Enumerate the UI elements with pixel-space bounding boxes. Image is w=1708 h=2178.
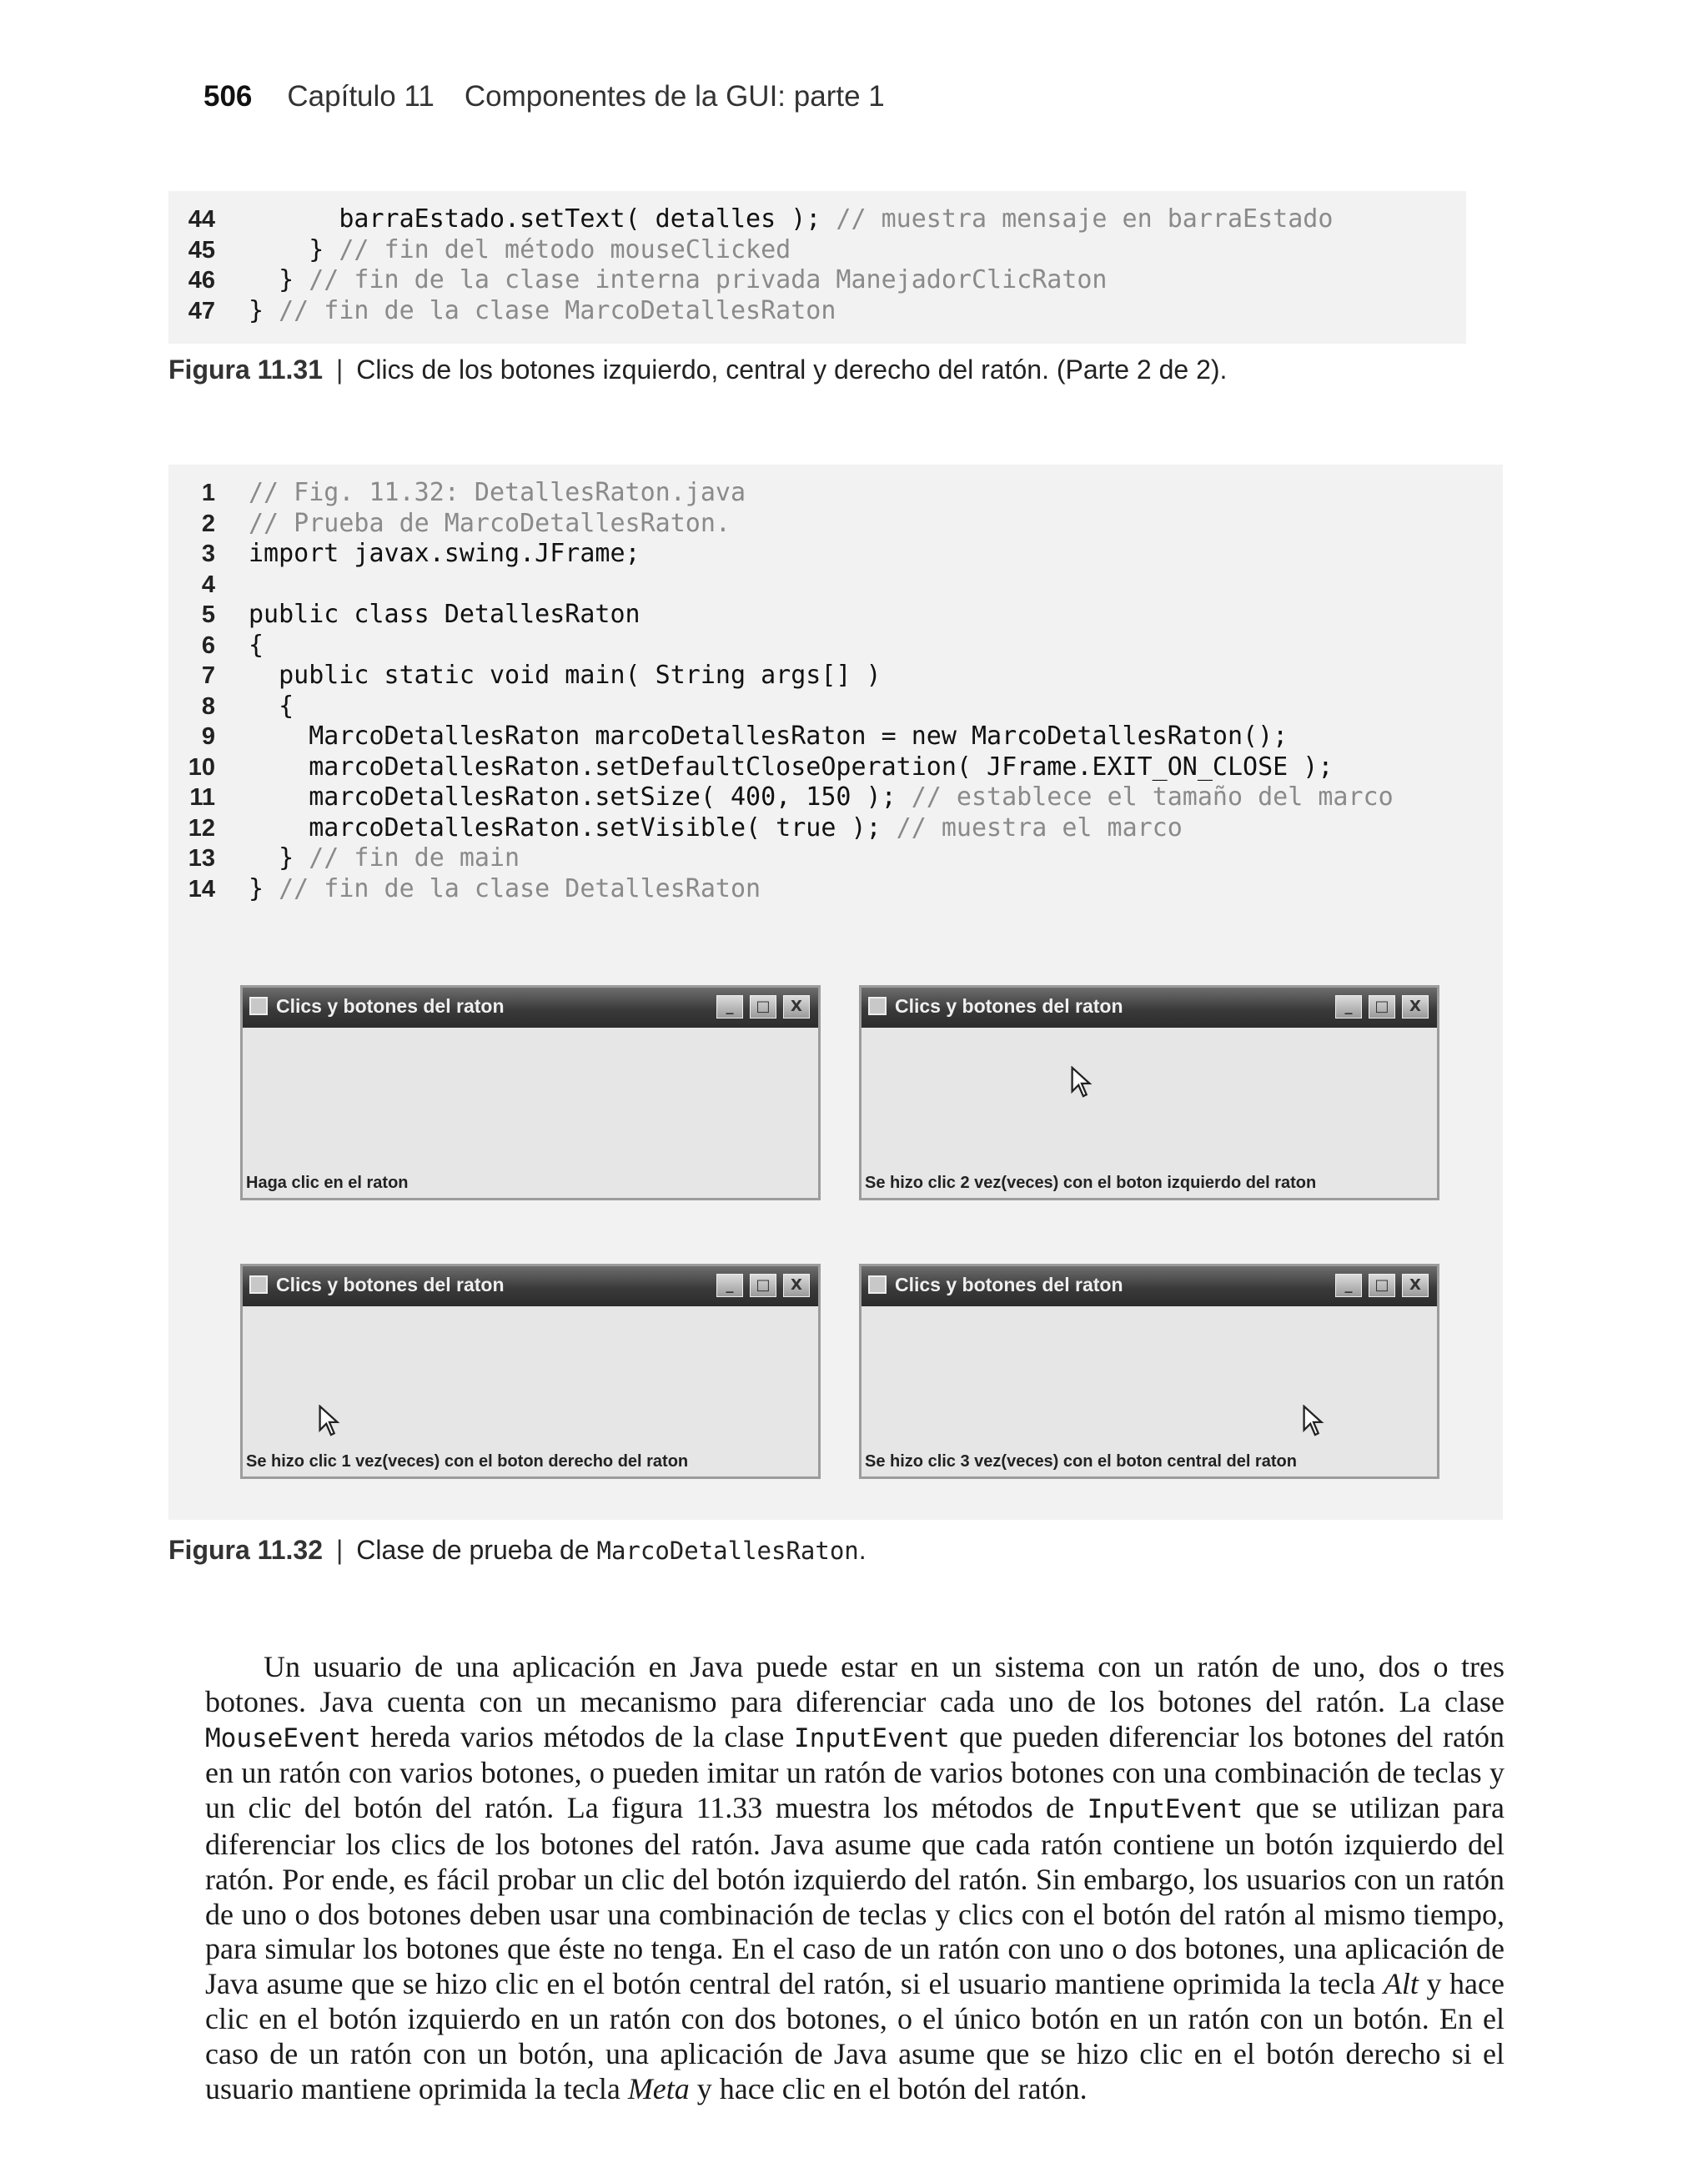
code-term: MouseEvent — [205, 1723, 361, 1753]
code-statement: { — [279, 691, 294, 721]
line-number: 13 — [188, 845, 215, 872]
code-line — [168, 691, 294, 722]
maximize-button[interactable]: □ — [750, 995, 776, 1019]
line-number: 44 — [188, 206, 215, 233]
code-comment: // establece el tamaño del marco — [911, 782, 1394, 812]
code-text — [249, 509, 731, 539]
minimize-button[interactable]: _ — [1335, 995, 1362, 1019]
mouse-cursor-icon — [1070, 1066, 1093, 1098]
body-paragraph — [205, 1650, 1505, 2106]
key-name: Meta — [627, 2071, 690, 2105]
minimize-button[interactable]: _ — [716, 995, 743, 1019]
code-comment: // fin de la clase interna privada ManejadorClicRaton — [309, 265, 1108, 294]
status-bar-label: Se hizo clic 3 vez(veces) con el boton central del raton — [865, 1452, 1297, 1471]
caption-separator: | — [335, 1535, 344, 1565]
code-line — [168, 843, 520, 873]
caption-code: MarcoDetallesRaton — [596, 1537, 859, 1565]
code-line — [168, 630, 264, 661]
code-comment: // Prueba de MarcoDetallesRaton. — [249, 508, 731, 538]
app-window-2 — [859, 985, 1439, 1200]
code-text — [279, 265, 1107, 295]
code-text — [309, 722, 1288, 752]
window-titlebar[interactable] — [243, 1266, 818, 1306]
code-listing-part-2 — [168, 191, 1466, 344]
code-line — [168, 873, 761, 904]
code-text — [249, 296, 836, 326]
code-comment: // fin de la clase DetallesRaton — [279, 873, 761, 903]
code-text — [249, 874, 761, 904]
text-run: que se utilizan para diferenciar los clics de los botones del ratón. Java asume que cada ratón contiene un botón izquierdo del ratón. Por ende, es fácil probar un clic del botón izquierdo del ratón. Sin embargo, los usuarios con un ratón de uno o dos botones deben usar una combinación de teclas y clics con el botón del ratón al mismo tiempo, para simular los botones que éste no tenga. En el caso de un ratón con uno o dos botones, una aplicación de Java asume que se hizo clic en el botón central del ratón, si el usuario mantiene oprimida la tecla — [205, 1791, 1505, 2001]
code-statement: public static void main( String args[] ) — [279, 661, 882, 690]
code-text — [249, 539, 640, 569]
window-title: Clics y botones del raton — [895, 995, 1123, 1017]
text-run: y hace clic en el botón del ratón. — [689, 2071, 1088, 2105]
java-app-icon — [868, 1275, 887, 1294]
figure-caption-11-32 — [168, 1535, 867, 1566]
code-line — [168, 508, 731, 539]
line-number: 47 — [188, 297, 215, 324]
code-line — [168, 661, 882, 691]
code-listing-detallesraton — [168, 465, 1503, 1520]
line-number: 4 — [201, 571, 215, 598]
code-line — [168, 600, 640, 630]
code-text — [249, 600, 640, 630]
line-number: 14 — [188, 875, 215, 903]
code-line — [168, 570, 215, 600]
code-comment: // fin de la clase MarcoDetallesRaton — [279, 295, 836, 325]
status-bar-label: Haga clic en el raton — [246, 1174, 409, 1192]
paragraph — [205, 1650, 1505, 2106]
mouse-cursor-icon — [1302, 1405, 1325, 1436]
window-title: Clics y botones del raton — [276, 1274, 505, 1295]
maximize-button[interactable]: □ — [750, 1274, 776, 1297]
minimize-button[interactable]: _ — [1335, 1274, 1362, 1297]
code-comment: // fin de main — [309, 843, 520, 873]
key-name: Alt — [1383, 1967, 1419, 2001]
chapter-label: Capítulo 11 — [287, 80, 435, 113]
code-line — [168, 234, 791, 265]
line-number: 1 — [201, 480, 215, 506]
line-number: 12 — [188, 814, 215, 842]
code-statement: } — [309, 234, 339, 264]
code-text — [339, 204, 1333, 234]
window-title: Clics y botones del raton — [276, 995, 505, 1017]
status-bar-label: Se hizo clic 2 vez(veces) con el boton izquierdo del raton — [865, 1174, 1317, 1192]
code-text — [309, 752, 1333, 782]
code-line — [168, 478, 746, 508]
close-button[interactable]: X — [1402, 1274, 1429, 1297]
caption-label: Figura 11.32 — [168, 1535, 323, 1565]
code-line — [168, 722, 1289, 752]
code-term: InputEvent — [1087, 1794, 1243, 1825]
code-text — [249, 631, 264, 661]
chapter-title: Componentes de la GUI: parte 1 — [464, 80, 885, 113]
code-text — [309, 813, 1183, 843]
code-statement: } — [279, 843, 309, 873]
minimize-button[interactable]: _ — [716, 1274, 743, 1297]
java-app-icon — [249, 997, 268, 1015]
code-statement: marcoDetallesRaton.setVisible( true ); — [309, 812, 897, 843]
line-number: 2 — [201, 510, 215, 537]
line-number: 3 — [201, 541, 215, 567]
code-line — [168, 539, 640, 569]
code-statement: MarcoDetallesRaton marcoDetallesRaton = new MarcoDetallesRaton(); — [309, 722, 1289, 751]
line-number: 6 — [201, 631, 215, 659]
running-head — [203, 80, 885, 113]
code-statement: barraEstado.setText( detalles ); — [339, 204, 836, 234]
code-term: InputEvent — [794, 1723, 950, 1753]
figure-caption-11-31 — [168, 355, 1227, 385]
caption-end: . — [858, 1535, 867, 1565]
close-button[interactable]: X — [783, 995, 810, 1019]
page-number: 506 — [203, 80, 253, 113]
line-number: 7 — [201, 662, 215, 689]
code-line — [168, 295, 836, 326]
code-text — [279, 843, 520, 873]
window-titlebar[interactable] — [862, 1266, 1437, 1306]
text-run: y hace clic en el botón izquierdo en un ratón con dos botones, o el único botón en un ratón con un botón. En el caso de un ratón con un botón, una aplicación de Java asume que se hizo clic en el botón derecho si el usuario mantiene oprimida la tecla — [205, 1967, 1505, 2105]
line-number: 9 — [201, 723, 215, 750]
close-button[interactable]: X — [783, 1274, 810, 1297]
code-statement: marcoDetallesRaton.setSize( 400, 150 ); — [309, 782, 912, 812]
code-text — [309, 782, 1393, 812]
code-line — [168, 204, 1334, 234]
code-statement: } — [249, 295, 279, 325]
code-text — [279, 661, 881, 691]
maximize-button[interactable]: □ — [1369, 1274, 1395, 1297]
line-number: 46 — [188, 267, 215, 294]
code-comment: // Fig. 11.32: DetallesRaton.java — [249, 478, 746, 507]
text-run: que pueden diferenciar los botones del ratón en un ratón con varios botones, o pueden imitar un ratón de varios botones con una combinación de teclas y un clic del botón del ratón. La figura 11.33 muestra los métodos de — [205, 1719, 1505, 1825]
line-number: 45 — [188, 236, 215, 264]
java-app-icon — [868, 997, 887, 1015]
caption-text: Clase de prueba de — [356, 1535, 597, 1565]
window-titlebar[interactable] — [862, 988, 1437, 1028]
window-titlebar[interactable] — [243, 988, 818, 1028]
app-window-4 — [859, 1264, 1439, 1479]
code-line — [168, 752, 1334, 782]
text-run: Un usuario de una aplicación en Java puede estar en un sistema con un ratón de uno, dos o tres botones. Java cuenta con un mecanismo para diferenciar cada uno de los botones del ratón. La clase — [205, 1650, 1505, 1718]
java-app-icon — [249, 1275, 268, 1294]
code-statement: } — [279, 265, 309, 294]
app-window-1 — [240, 985, 821, 1200]
caption-label: Figura 11.31 — [168, 355, 323, 385]
close-button[interactable]: X — [1402, 995, 1429, 1019]
code-line — [168, 265, 1108, 295]
code-statement: marcoDetallesRaton.setDefaultCloseOperation( JFrame.EXIT_ON_CLOSE ); — [309, 752, 1334, 782]
code-text — [249, 478, 746, 508]
code-statement: public class DetallesRaton — [249, 600, 640, 629]
line-number: 11 — [189, 784, 215, 811]
maximize-button[interactable]: □ — [1369, 995, 1395, 1019]
caption-text: Clics de los botones izquierdo, central y derecho del ratón. (Parte 2 de 2). — [356, 355, 1228, 385]
code-statement: import javax.swing.JFrame; — [249, 539, 640, 568]
app-window-3 — [240, 1264, 821, 1479]
mouse-cursor-icon — [318, 1405, 341, 1436]
code-statement: } — [249, 873, 279, 903]
code-text — [279, 692, 294, 722]
code-text — [309, 235, 791, 265]
code-line — [168, 782, 1394, 812]
code-statement: { — [249, 630, 264, 660]
text-run: hereda varios métodos de la clase — [360, 1719, 795, 1753]
caption-separator: | — [335, 355, 344, 385]
code-line — [168, 812, 1183, 843]
line-number: 5 — [201, 601, 215, 628]
line-number: 10 — [188, 753, 215, 781]
line-number: 8 — [201, 692, 215, 720]
code-comment: // muestra mensaje en barraEstado — [836, 204, 1334, 234]
code-comment: // fin del método mouseClicked — [339, 234, 791, 264]
status-bar-label: Se hizo clic 1 vez(veces) con el boton derecho del raton — [246, 1452, 689, 1471]
window-title: Clics y botones del raton — [895, 1274, 1123, 1295]
code-comment: // muestra el marco — [896, 812, 1183, 843]
